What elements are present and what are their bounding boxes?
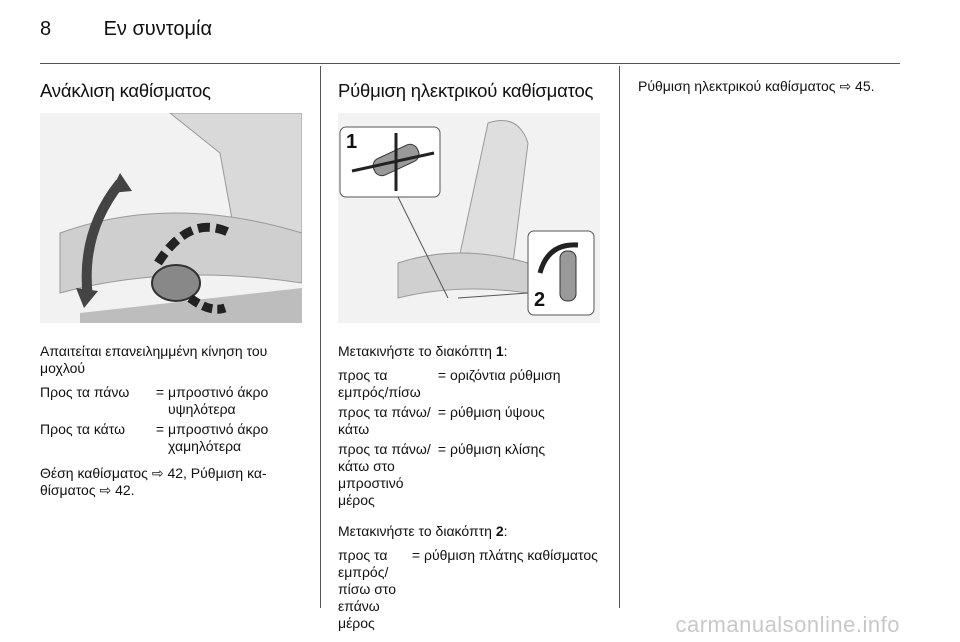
section-title: Εν συντομία (103, 18, 213, 40)
figure-label-2: 2 (534, 289, 546, 311)
page-header (40, 18, 212, 41)
heading-seat-tilt: Ανάκλιση καθίσματος (40, 80, 211, 101)
table-row: Προς τα πάνω = μπροστινό άκρο υψηλότερα (40, 384, 269, 417)
switch2-table (338, 547, 608, 632)
seat-tilt-reference: Θέση καθίσματος ⇨ 42, Ρύθμιση καθίσματος ⇨ 42. (40, 465, 267, 498)
switch1-intro: Μετακινήστε το διακόπτη 1: (338, 343, 508, 359)
seat-tilt-table (40, 384, 302, 455)
page-number: 8 (40, 18, 52, 40)
column-divider (320, 66, 321, 608)
figure-label-1: 1 (346, 131, 358, 153)
column-electric-seat (338, 66, 608, 632)
table-row: προς τα εμπρός/ πίσω στο επάνω μέρος = ρύθμιση πλάτης καθίσματος (338, 547, 598, 631)
seat-tilt-illustration (40, 113, 302, 323)
switch1-table (338, 367, 608, 509)
watermark: carmanualsonline.info (675, 612, 900, 637)
heading-electric-seat: Ρύθμιση ηλεκτρικού καθίσματος (338, 80, 594, 101)
table-row: προς τα πάνω/ κάτω = ρύθμιση ύψους (338, 404, 545, 437)
switch2-intro: Μετακινήστε το διακόπτη 2: (338, 523, 508, 539)
cross-reference: Ρύθμιση ηλεκτρικού καθίσματος ⇨ 45. (638, 78, 875, 94)
table-row: προς τα πάνω/ κάτω στο μπροστινό μέρος = ρύθμιση κλίσης (338, 441, 546, 508)
column-seat-tilt (40, 66, 302, 499)
table-row: Προς τα κάτω = μπροστινό άκρο χαμηλότερα (40, 421, 269, 454)
seat-tilt-intro: Απαιτείται επανειλημμένη κίνηση του μοχλού (40, 343, 268, 376)
electric-seat-illustration (338, 113, 600, 323)
column-cross-reference (638, 66, 898, 95)
column-divider (619, 66, 620, 608)
table-row: προς τα εμπρός/πίσω = οριζόντια ρύθμιση (338, 367, 561, 400)
header-rule (40, 63, 900, 64)
